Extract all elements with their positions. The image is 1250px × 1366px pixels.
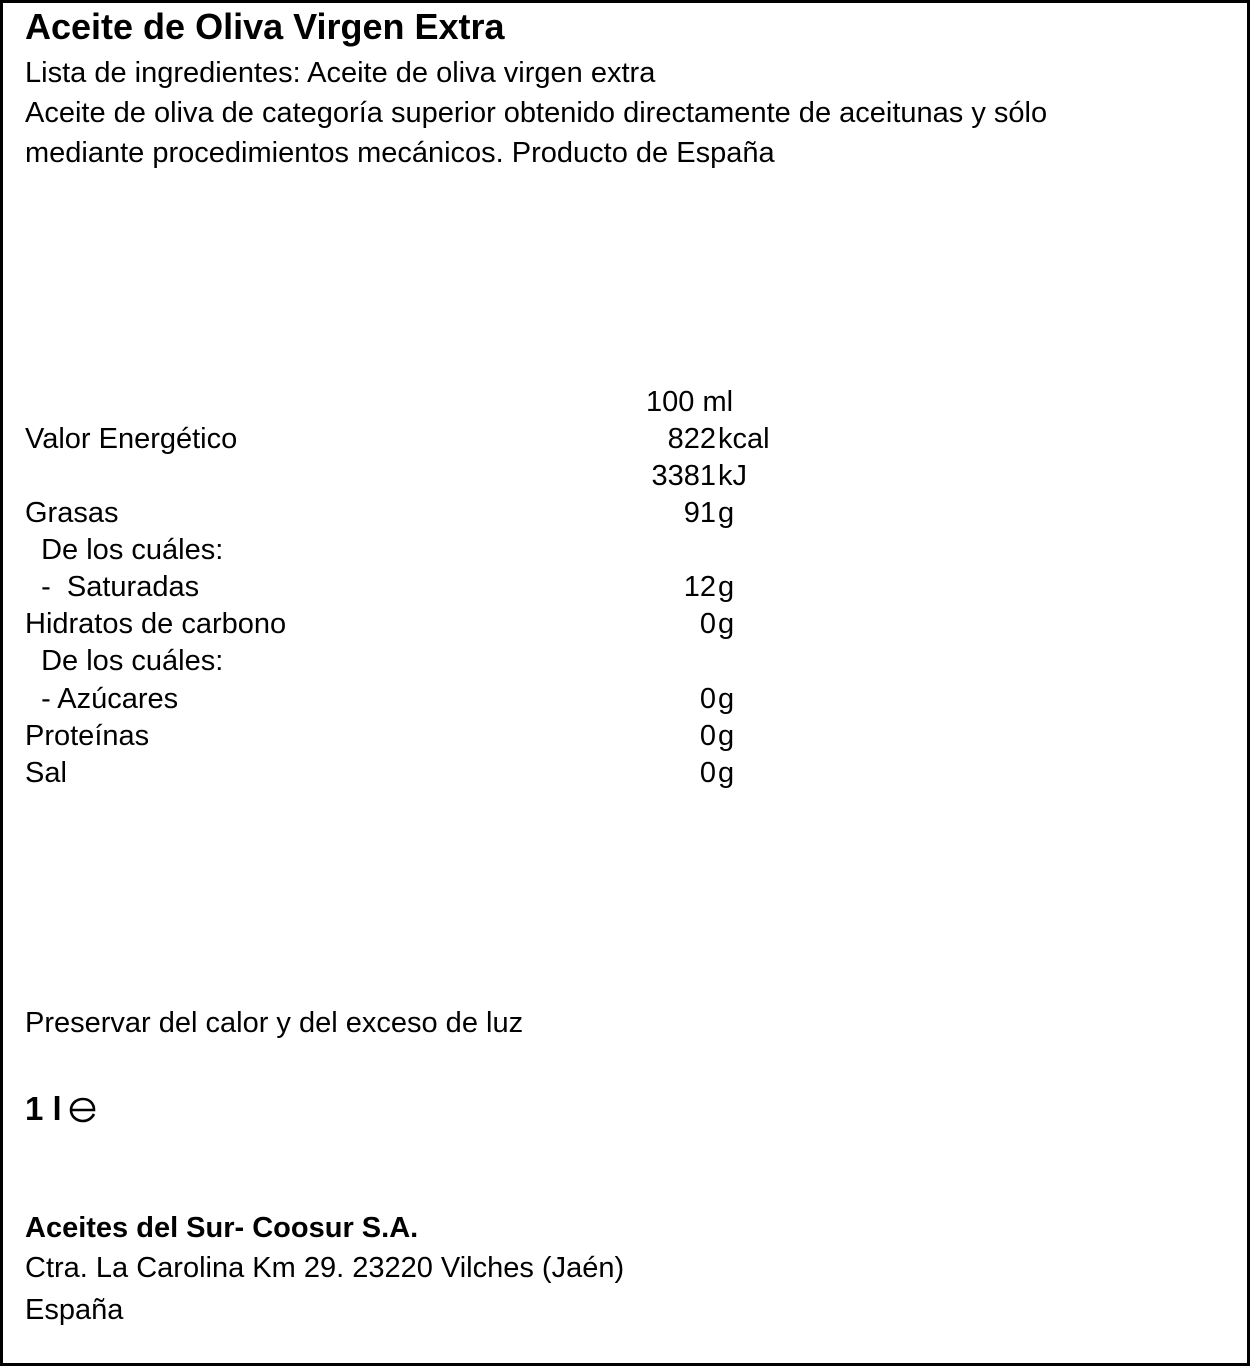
nutrient-unit: g <box>718 720 735 752</box>
estimated-sign-icon <box>68 1094 98 1124</box>
nutrient-unit: g <box>718 683 735 715</box>
nutrient-value: 0 <box>699 683 716 715</box>
nutrient-value: 12 <box>683 571 716 603</box>
nutrient-label: Hidratos de carbono <box>25 608 287 640</box>
nutrient-label: Sal <box>25 757 67 789</box>
product-title: Aceite de Oliva Virgen Extra <box>25 6 505 47</box>
nutrient-label: Valor Energético <box>25 423 238 455</box>
nutrient-label: - Azúcares <box>25 683 179 715</box>
nutrient-unit: kJ <box>718 460 747 492</box>
nutrient-label: De los cuáles: <box>25 534 224 566</box>
nutrient-value: 0 <box>699 608 716 640</box>
net-volume <box>25 1090 98 1128</box>
description-line-1: Aceite de oliva de categoría superior obtenido directamente de aceitunas y sólo <box>25 97 1048 129</box>
nutrient-label: De los cuáles: <box>25 645 224 677</box>
nutrient-value: 91 <box>683 497 716 529</box>
storage-instructions: Preservar del calor y del exceso de luz <box>25 1007 524 1039</box>
nutrient-label: Proteínas <box>25 720 150 752</box>
producer-address: Ctra. La Carolina Km 29. 23220 Vilches (Jaén) <box>25 1252 625 1284</box>
nutrient-unit: g <box>718 571 735 603</box>
nutrient-value: 0 <box>699 720 716 752</box>
volume-text: 1 l <box>25 1090 62 1127</box>
nutrient-unit: g <box>718 497 735 529</box>
nutrient-label: - Saturadas <box>25 571 200 603</box>
nutrient-label: Grasas <box>25 497 119 529</box>
nutrition-column-header: 100 ml <box>646 386 734 418</box>
nutrient-value: 0 <box>699 757 716 789</box>
nutrient-unit: kcal <box>718 423 770 455</box>
producer-name: Aceites del Sur- Coosur S.A. <box>25 1212 419 1244</box>
ingredients-list: Lista de ingredientes: Aceite de oliva virgen extra <box>25 57 656 89</box>
nutrient-value: 3381 <box>651 460 716 492</box>
nutrient-unit: g <box>718 608 735 640</box>
nutrient-value: 822 <box>667 423 716 455</box>
nutrient-unit: g <box>718 757 735 789</box>
description-line-2: mediante procedimientos mecánicos. Producto de España <box>25 137 775 169</box>
producer-country: España <box>25 1294 124 1326</box>
